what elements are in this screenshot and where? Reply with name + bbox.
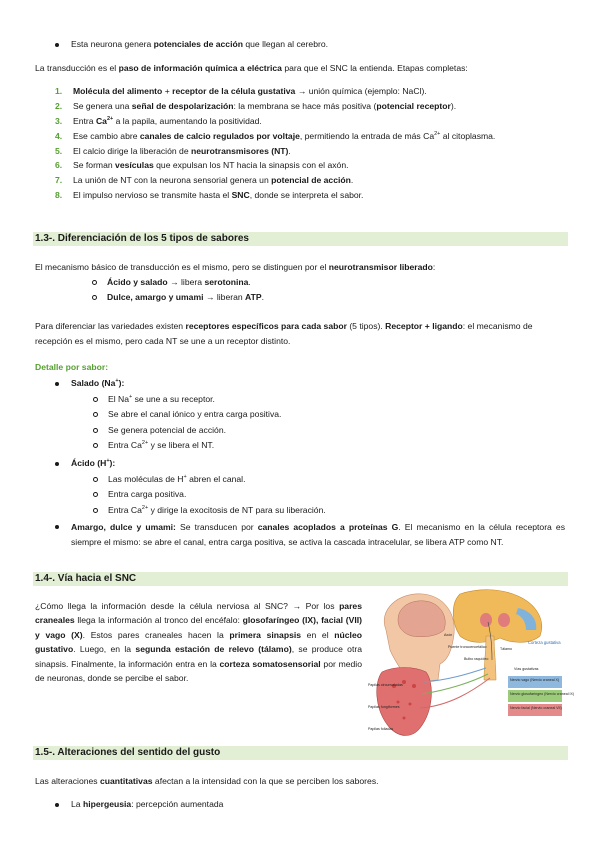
step-item: 6. Se forman vesículas que expulsan los NT hacia la sinapsis con el axón. (55, 160, 349, 171)
acido-subitem: Entra carga positiva. (91, 488, 565, 501)
detalle-title: Detalle por sabor: (35, 362, 109, 372)
thalamus-right (498, 613, 510, 627)
step-item: 8. El impulso nervioso se transmite hasta el SNC, donde se interpreta el sabor. (55, 190, 364, 201)
label-fungiformes: Papilas fungiformes (368, 705, 400, 709)
section-heading-1-5: 1.5-. Alteraciones del sentido del gusto (33, 746, 568, 760)
mechanism-item: Dulce, amargo y umami → liberan ATP. (90, 291, 565, 304)
label-vias: Vías gustativas (514, 667, 539, 671)
transduction-steps (35, 85, 565, 204)
transduction-intro: La transducción es el paso de información química a eléctrica para que el SNC la entienda. Etapas completas: (35, 63, 468, 73)
label-talamo: Tálamo (500, 647, 512, 651)
legend-label-vago: Nervio vago (Nervio craneal X) (510, 678, 560, 682)
intro-bullet: Esta neurona genera potenciales de acción que llegan al cerebro. (35, 38, 565, 51)
label-corteza: Corteza gustativa (528, 640, 561, 645)
amargo-list (35, 520, 565, 552)
alteraciones-list (35, 798, 565, 813)
step-item: 5. El calcio dirige la liberación de neurotransmisores (NT). (55, 145, 291, 156)
papilla (397, 701, 400, 704)
thalamus (480, 613, 492, 627)
salado-list (35, 377, 565, 392)
step-item: 2. Se genera una señal de despolarización: la membrana se hace más positiva (potencial receptor). (55, 100, 457, 111)
salado-subitem: El Na+ se une a su receptor. (91, 393, 565, 406)
salado-subitem: Se abre el canal iónico y entra carga positiva. (91, 408, 565, 421)
label-bulbo: Bulbo raquídeo (464, 657, 489, 661)
salado-item: Salado (Na+): (35, 377, 565, 390)
step-item: 7. La unión de NT con la neurona sensorial genera un potencial de acción. (55, 175, 354, 186)
label-puente: Puente troncoencefálico (448, 645, 487, 649)
mechanism-list (90, 276, 565, 307)
step-item: 4. Ese cambio abre canales de calcio regulados por voltaje, permitiendo la entrada de más $Ca^{2+}$ al citoplasma. (55, 130, 496, 141)
alteraciones-paragraph: Las alteraciones cuantitativas afectan a la intensidad con la que se perciben los sabores. (35, 776, 379, 786)
section-heading-1-4: 1.4-. Vía hacia el SNC (33, 572, 568, 586)
via-paragraph: ¿Cómo llega la información desde la célula nerviosa al SNC? → Por los pares craneales llega la información al tronco del encéfalo: glosofaríngeo (IX), facial (VII) y vago (X). Estos pares craneales hacen la primera sinapsis en el núcleo gustativo. Luego, en la segunda estación de relevo (tálamo), se produce otra sinapsis. Finalmente, la información entra en la corteza somatosensorial por medio de neuronas, donde se percibe el sabor. (35, 601, 362, 684)
step-item: 3. Entra $Ca^{2+}$ a la papila, aumentando la positividad. (55, 115, 262, 126)
legend-label-facial: Nervio facial (Nervio craneal VII) (510, 706, 562, 710)
amargo-item: Amargo, dulce y umami: Se transducen por canales acoplados a proteínas G. El mecanismo en la célula receptora es siempre el mismo: se abre el canal, entra carga positiva, se activa la cascada intracelular, se libera ATP como NT. (35, 520, 565, 549)
label-axon: Axón (444, 633, 453, 637)
step-item: 1. Molécula del alimento + receptor de la célula gustativa → unión química (ejemplo: NaCl). (55, 86, 427, 96)
papilla (412, 684, 416, 688)
mechanism-item: Ácido y salado → libera serotonina. (90, 276, 565, 289)
intro-bullet-list (35, 38, 565, 53)
hipergeusia-item: La hipergeusia: percepción aumentada (35, 798, 565, 811)
acido-list (35, 457, 565, 472)
acido-sublist (91, 473, 565, 519)
label-circunvaladas: Papilas circunvaladas (368, 683, 403, 687)
legend-label-glosofaringeo: Nervio glosofaríngeo (Nervio craneal IX) (510, 692, 575, 696)
acido-subitem: Las moléculas de H+ abren el canal. (91, 473, 565, 486)
gustatory-pathway-figure (368, 590, 575, 740)
salado-sublist (91, 393, 565, 454)
section-heading-1-3: 1.3-. Diferenciación de los 5 tipos de sabores (33, 232, 568, 246)
salado-subitem: Entra $Ca^{2+}$ y se libera el NT. (91, 439, 565, 452)
mechanism-paragraph: El mecanismo básico de transducción es el mismo, pero se distinguen por el neurotransmisor liberado: (35, 262, 436, 272)
papilla (409, 703, 412, 706)
acido-subitem: Entra $Ca^{2+}$ y dirige la exocitosis de NT para su liberación. (91, 504, 565, 517)
salado-subitem: Se genera potencial de acción. (91, 424, 565, 437)
label-foliadas: Papilas foliadas (368, 727, 394, 731)
tongue (377, 668, 432, 736)
receptors-paragraph: Para diferenciar las variedades existen receptores específicos para cada sabor (5 tipos). Receptor + ligando: el mecanismo de recepción es el mismo, pero cada NT se une a un receptor distinto. (35, 321, 533, 346)
papilla (403, 717, 406, 720)
acido-item: Ácido (H+): (35, 457, 565, 470)
